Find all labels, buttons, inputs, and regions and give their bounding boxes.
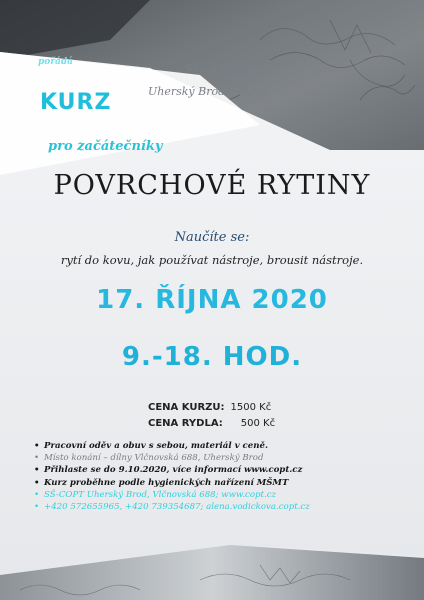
list-item[interactable]: • Přihlaste se do 9.10.2020, více informací www.copt.cz [34, 464, 404, 476]
list-item: • Pracovní oděv a obuv s sebou, materiál v ceně. [34, 440, 404, 452]
info-list [34, 440, 404, 513]
kurz-heading: KURZ [40, 90, 112, 115]
learn-label: Naučíte se: [174, 230, 250, 245]
tool-price-label: CENA RYDLA: [148, 418, 223, 429]
list-item[interactable]: • SŠ-COPT Uherský Brod, Vlčnovská 688; www.copt.cz [34, 489, 404, 501]
course-hours: 9.-18. HOD. [121, 342, 303, 372]
course-title: POVRCHOVÉ RYTINY [53, 170, 371, 201]
course-price-row [148, 402, 271, 413]
list-item: • Kurz proběhne podle hygienických nařízení MŠMT [34, 477, 404, 489]
list-item[interactable]: • +420 572655965, +420 739354687; alena.vodickova.copt.cz [34, 501, 404, 513]
organizer-label: pořádá [38, 57, 73, 67]
engraving-line-2: Uherský Brod – Rytec [148, 85, 270, 98]
tool-price-value: 500 Kč [240, 418, 276, 429]
list-item: • Místo konání – dílny Vlčnovská 688, Uherský Brod [34, 452, 404, 464]
beginners-label: pro začátečníky [48, 139, 163, 154]
course-price-label: CENA KURZU: [148, 402, 225, 413]
engraving-line-1: SŠ – COPT [185, 62, 245, 75]
course-description: rytí do kovu, jak používat nástroje, brousit nástroje. [60, 253, 364, 267]
course-price-value: 1500 Kč [230, 402, 272, 413]
course-date: 17. ŘÍJNA 2020 [96, 285, 328, 315]
tool-price-row [148, 418, 275, 429]
